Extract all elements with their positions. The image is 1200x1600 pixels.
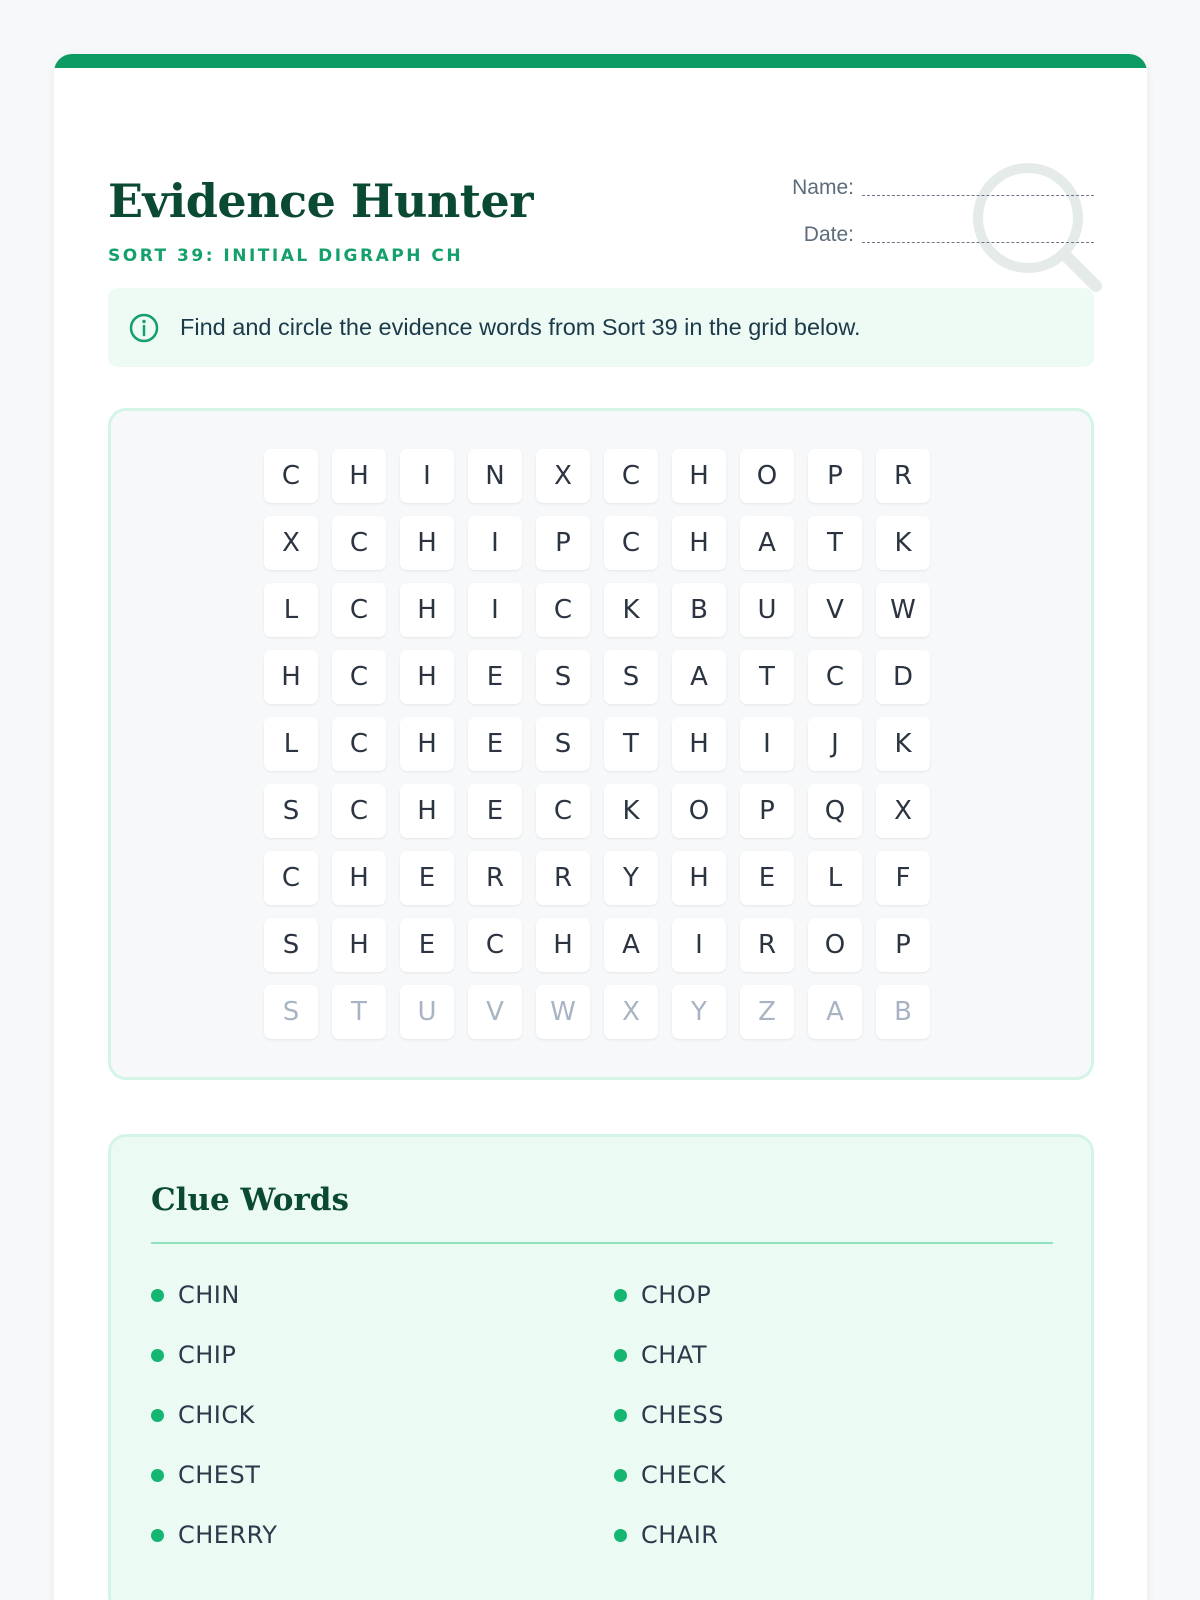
bullet-dot-icon	[151, 1529, 164, 1542]
name-field[interactable]	[792, 176, 1094, 200]
bullet-dot-icon	[614, 1289, 627, 1302]
grid-cell[interactable]: H	[400, 784, 454, 838]
grid-cell[interactable]: C	[468, 918, 522, 972]
bullet-dot-icon	[614, 1409, 627, 1422]
grid-cell[interactable]: C	[332, 583, 386, 637]
grid-cell[interactable]: U	[400, 985, 454, 1039]
grid-cell[interactable]: W	[536, 985, 590, 1039]
grid-cell[interactable]: A	[740, 516, 794, 570]
grid-cell[interactable]: C	[808, 650, 862, 704]
grid-cell[interactable]: H	[400, 650, 454, 704]
grid-cell[interactable]: E	[400, 918, 454, 972]
name-label: Name:	[792, 176, 854, 199]
grid-cell[interactable]: E	[400, 851, 454, 905]
grid-cell[interactable]: L	[264, 717, 318, 771]
grid-cell[interactable]: W	[876, 583, 930, 637]
bullet-dot-icon	[614, 1469, 627, 1482]
grid-cell[interactable]: C	[332, 717, 386, 771]
grid-cell[interactable]: L	[264, 583, 318, 637]
grid-cell[interactable]: C	[604, 449, 658, 503]
grid-cell[interactable]: P	[876, 918, 930, 972]
grid-cell[interactable]: O	[740, 449, 794, 503]
header	[108, 124, 1094, 299]
bullet-dot-icon	[151, 1289, 164, 1302]
instruction-banner	[108, 288, 1094, 367]
grid-cell[interactable]: J	[808, 717, 862, 771]
grid-cell[interactable]: Q	[808, 784, 862, 838]
grid-cell[interactable]: X	[536, 449, 590, 503]
grid-cell[interactable]: S	[536, 650, 590, 704]
clue-word-item	[151, 1385, 614, 1445]
grid-cell[interactable]: S	[264, 918, 318, 972]
date-line[interactable]	[862, 242, 1094, 243]
grid-cell[interactable]: T	[740, 650, 794, 704]
clue-word-item	[151, 1325, 614, 1385]
grid-cell[interactable]: K	[876, 717, 930, 771]
grid-cell[interactable]: R	[740, 918, 794, 972]
bullet-dot-icon	[151, 1349, 164, 1362]
clue-word-item	[151, 1445, 614, 1505]
clue-word-label: CHAIR	[641, 1521, 719, 1549]
grid-cell[interactable]: V	[808, 583, 862, 637]
clue-word-label: CHERRY	[178, 1521, 278, 1549]
grid-cell[interactable]: C	[332, 784, 386, 838]
clue-word-item	[614, 1325, 1053, 1385]
grid-cell[interactable]: R	[468, 851, 522, 905]
page-subtitle: SORT 39: INITIAL DIGRAPH CH	[108, 246, 464, 266]
grid-cell[interactable]: H	[400, 717, 454, 771]
grid-cell[interactable]: H	[672, 717, 726, 771]
grid-cell[interactable]: X	[604, 985, 658, 1039]
clue-word-list	[151, 1265, 1053, 1565]
grid-cell[interactable]: H	[332, 918, 386, 972]
grid-cell[interactable]: X	[264, 516, 318, 570]
bullet-dot-icon	[151, 1409, 164, 1422]
grid-cell[interactable]: H	[672, 516, 726, 570]
clue-word-item	[614, 1385, 1053, 1445]
grid-cell[interactable]: U	[740, 583, 794, 637]
grid-cell[interactable]: C	[332, 516, 386, 570]
grid-cell[interactable]: E	[740, 851, 794, 905]
name-line[interactable]	[862, 195, 1094, 196]
grid-cell[interactable]: T	[332, 985, 386, 1039]
grid-cell[interactable]: A	[604, 918, 658, 972]
grid-cell[interactable]: R	[876, 449, 930, 503]
grid-cell[interactable]: K	[604, 583, 658, 637]
grid-cell[interactable]: T	[808, 516, 862, 570]
grid-cell[interactable]: D	[876, 650, 930, 704]
info-icon	[128, 312, 160, 344]
grid-cell[interactable]: R	[536, 851, 590, 905]
clue-word-item	[151, 1265, 614, 1325]
grid-cell[interactable]: H	[400, 583, 454, 637]
grid-cell[interactable]: I	[740, 717, 794, 771]
grid-cell[interactable]: C	[264, 449, 318, 503]
grid-cell[interactable]: Z	[740, 985, 794, 1039]
grid-cell[interactable]: H	[332, 851, 386, 905]
worksheet	[54, 54, 1147, 1600]
grid-cell[interactable]: S	[604, 650, 658, 704]
grid-cell[interactable]: F	[876, 851, 930, 905]
grid-cell[interactable]: A	[808, 985, 862, 1039]
clue-word-label: CHIP	[178, 1341, 237, 1369]
accent-bar	[54, 54, 1147, 68]
grid-cell[interactable]: L	[808, 851, 862, 905]
clue-words-panel	[108, 1134, 1094, 1600]
grid-cell[interactable]: C	[536, 583, 590, 637]
clue-word-label: CHIN	[178, 1281, 240, 1309]
grid-cell[interactable]: Y	[672, 985, 726, 1039]
grid-cell[interactable]: S	[264, 784, 318, 838]
grid-cell[interactable]: C	[604, 516, 658, 570]
grid-cell[interactable]: H	[672, 851, 726, 905]
bullet-dot-icon	[614, 1349, 627, 1362]
grid-cell[interactable]: K	[604, 784, 658, 838]
grid-cell[interactable]: K	[876, 516, 930, 570]
grid-cell[interactable]: E	[468, 717, 522, 771]
grid-cell[interactable]: I	[672, 918, 726, 972]
grid-cell[interactable]: H	[332, 449, 386, 503]
bullet-dot-icon	[614, 1529, 627, 1542]
clue-word-label: CHOP	[641, 1281, 712, 1309]
grid-cell[interactable]: S	[264, 985, 318, 1039]
grid-cell[interactable]: B	[672, 583, 726, 637]
grid-cell[interactable]: H	[264, 650, 318, 704]
grid-cell[interactable]: P	[536, 516, 590, 570]
date-label: Date:	[803, 223, 854, 246]
page-title: Evidence Hunter	[108, 174, 534, 228]
grid-cell[interactable]: C	[536, 784, 590, 838]
grid-cell[interactable]: C	[264, 851, 318, 905]
date-field[interactable]	[804, 223, 1094, 247]
grid-cell[interactable]: B	[876, 985, 930, 1039]
grid-cell[interactable]: N	[468, 449, 522, 503]
clue-word-label: CHEST	[178, 1461, 261, 1489]
clue-word-item	[614, 1505, 1053, 1565]
clue-word-item	[614, 1445, 1053, 1505]
clue-word-label: CHECK	[641, 1461, 726, 1489]
grid-cell[interactable]: P	[740, 784, 794, 838]
clue-word-label: CHESS	[641, 1401, 724, 1429]
clue-words-title: Clue Words	[151, 1182, 349, 1218]
grid-cell[interactable]: V	[468, 985, 522, 1039]
clue-word-item	[614, 1265, 1053, 1325]
grid-cell[interactable]: E	[468, 784, 522, 838]
grid-cell[interactable]: E	[468, 650, 522, 704]
instruction-text: Find and circle the evidence words from Sort 39 in the grid below.	[180, 314, 861, 340]
letter-grid	[264, 449, 930, 1039]
grid-cell[interactable]: S	[536, 717, 590, 771]
grid-cell[interactable]: I	[468, 516, 522, 570]
grid-cell[interactable]: H	[672, 449, 726, 503]
grid-cell[interactable]: Y	[604, 851, 658, 905]
grid-cell[interactable]: H	[400, 516, 454, 570]
grid-cell[interactable]: A	[672, 650, 726, 704]
grid-cell[interactable]: T	[604, 717, 658, 771]
clue-word-label: CHAT	[641, 1341, 708, 1369]
clue-word-label: CHICK	[178, 1401, 255, 1429]
word-search-panel	[108, 408, 1094, 1080]
bullet-dot-icon	[151, 1469, 164, 1482]
divider	[151, 1242, 1053, 1244]
grid-cell[interactable]: O	[672, 784, 726, 838]
grid-cell[interactable]: I	[468, 583, 522, 637]
grid-cell[interactable]: C	[332, 650, 386, 704]
grid-cell[interactable]: H	[536, 918, 590, 972]
grid-cell[interactable]: X	[876, 784, 930, 838]
clue-word-item	[151, 1505, 614, 1565]
grid-cell[interactable]: P	[808, 449, 862, 503]
grid-cell[interactable]: I	[400, 449, 454, 503]
grid-cell[interactable]: O	[808, 918, 862, 972]
